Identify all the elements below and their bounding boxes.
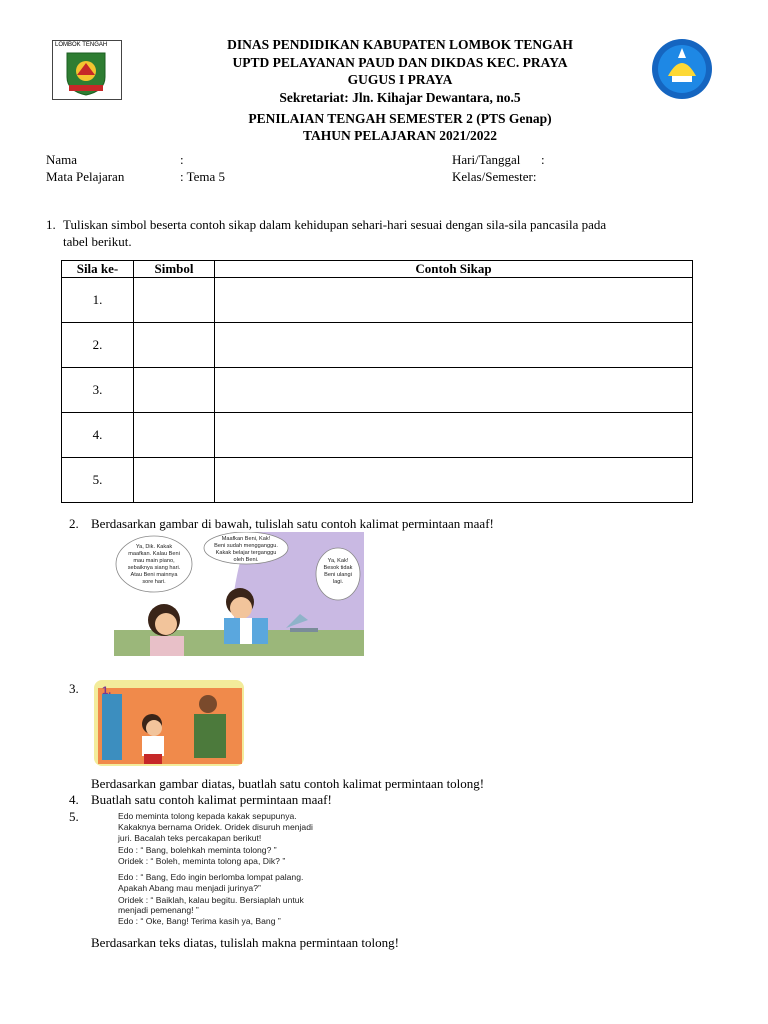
q3-number: 3. [69,681,79,696]
dialog-line: Oridek : “ Boleh, meminta tolong apa, Dik? ” [118,856,286,866]
bubble-left-line: maafkan. Kalau Beni [128,551,180,557]
simbol-cell[interactable] [134,323,215,368]
exam-title-line2: TAHUN PELAJARAN 2021/2022 [302,128,497,143]
bubble-left-line: Ya, Dik. Kakak [135,544,173,550]
header-sila: Sila ke- [62,261,134,278]
bubble-left-line: sore hari. [142,579,166,585]
simbol-cell[interactable] [134,458,215,503]
table-header-row [62,261,693,278]
bubble-right-line: Besok tidak [323,565,353,571]
dialog-line: Edo : “ Bang, Edo ingin berlomba lompat palang. [118,872,304,882]
dialog-line: menjadi pemenang! ” [118,905,199,915]
request-help-illustration [94,680,244,766]
bubble-mid-line: Kakak belajar terganggu [215,550,277,556]
header-line-agency: DINAS PENDIDIKAN KABUPATEN LOMBOK TENGAH [227,37,573,52]
sila-number: 3. [62,368,134,413]
dialog-line: Apakah Abang mau menjadi jurinya?” [118,883,261,893]
table-row [62,368,693,413]
bubble-right-line: Beni ulangi [324,572,352,578]
bubble-mid-line: oleh Beni. [233,557,259,563]
mapel-label: Mata Pelajaran [46,169,125,184]
q1-number: 1. [46,217,56,232]
bubble-right-line: Ya, Kak! [327,558,349,564]
bubble-mid-line: Beni sudah mengganggu. [214,543,278,549]
children-apology-picture [114,532,364,656]
kelas-label: Kelas/Semester: [452,169,537,184]
dialog-line: Oridek : “ Baiklah, kalau begitu. Bersiaplah untuk [118,895,304,905]
exam-title-line1: PENILAIAN TENGAH SEMESTER 2 (PTS Genap) [248,111,552,126]
bubble-left-line: sebaiknya siang hari. [127,565,181,571]
q1-text-line2: tabel berikut. [63,234,132,249]
contoh-sikap-cell[interactable] [215,458,693,503]
table-row [62,323,693,368]
simbol-cell[interactable] [134,413,215,458]
tut-wuri-handayani-icon [648,36,716,102]
dialog-line: juri. Bacalah teks percakapan berikut! [118,833,262,843]
dialog-line: Kakaknya bernama Oridek. Oridek disuruh menjadi [118,822,313,832]
q4-text: Buatlah satu contoh kalimat permintaan maaf! [91,792,332,807]
q1-text-line1: Tuliskan simbol beserta contoh sikap dalam kehidupan sehari-hari sesuai dengan sila-sila pancasila pada [63,217,607,232]
sila-number: 5. [62,458,134,503]
regency-crest-icon [53,49,119,97]
dialog-line: Edo : “ Bang, bolehkah meminta tolong? ” [118,845,277,855]
bubble-left-line: Atau Beni mainnya [130,572,178,578]
nama-label: Nama [46,152,78,167]
mapel-value: : Tema 5 [180,169,226,184]
hari-colon: : [541,152,545,167]
logo-caption: LOMBOK TENGAH [55,42,108,48]
bubble-right-line: lagi. [332,579,344,585]
nama-colon: : [180,152,184,167]
dialog-line: Edo : “ Oke, Bang! Terima kasih ya, Bang ” [118,916,281,926]
simbol-cell[interactable] [134,368,215,413]
sila-number: 2. [62,323,134,368]
dialog-text-image [108,808,362,926]
sila-number: 1. [62,278,134,323]
contoh-sikap-cell[interactable] [215,323,693,368]
q1-text [63,216,713,250]
table-row [62,413,693,458]
tut-wuri-handayani-logo [648,36,716,102]
sila-number: 4. [62,413,134,458]
picture-number: 1. [102,685,112,697]
header-simbol: Simbol [134,261,215,278]
q3-text: Berdasarkan gambar diatas, buatlah satu contoh kalimat permintaan tolong! [91,776,485,791]
contoh-sikap-cell[interactable] [215,278,693,323]
boy-and-soldier-picture [94,680,244,766]
contoh-sikap-cell[interactable] [215,413,693,458]
pancasila-table [61,260,693,503]
header-contoh-sikap: Contoh Sikap [215,261,693,278]
dialog-line: Edo meminta tolong kepada kakak sepupunya. [118,811,297,821]
school-header [150,36,650,106]
q2-text: Berdasarkan gambar di bawah, tulislah satu contoh kalimat permintaan maaf! [91,516,494,531]
hari-label: Hari/Tanggal [452,152,521,167]
header-line-gugus: GUGUS I PRAYA [347,72,453,87]
q2-number: 2. [69,516,79,531]
table-row [62,458,693,503]
header-line-address: Sekretariat: Jln. Kihajar Dewantara, no.5 [279,89,521,105]
q4-number: 4. [69,792,79,807]
lombok-tengah-logo [52,40,122,100]
table-row [62,278,693,323]
q5-number: 5. [69,809,79,824]
simbol-cell[interactable] [134,278,215,323]
exam-title [150,110,650,144]
bubble-mid-line: Maafkan Beni, Kak! [221,536,271,542]
contoh-sikap-cell[interactable] [215,368,693,413]
bubble-left-line: mau main piano, [133,558,175,564]
q5-text: Berdasarkan teks diatas, tulislah makna permintaan tolong! [91,935,399,950]
apology-illustration [114,532,364,656]
header-line-uptd: UPTD PELAYANAN PAUD DAN DIKDAS KEC. PRAYA [232,54,568,70]
